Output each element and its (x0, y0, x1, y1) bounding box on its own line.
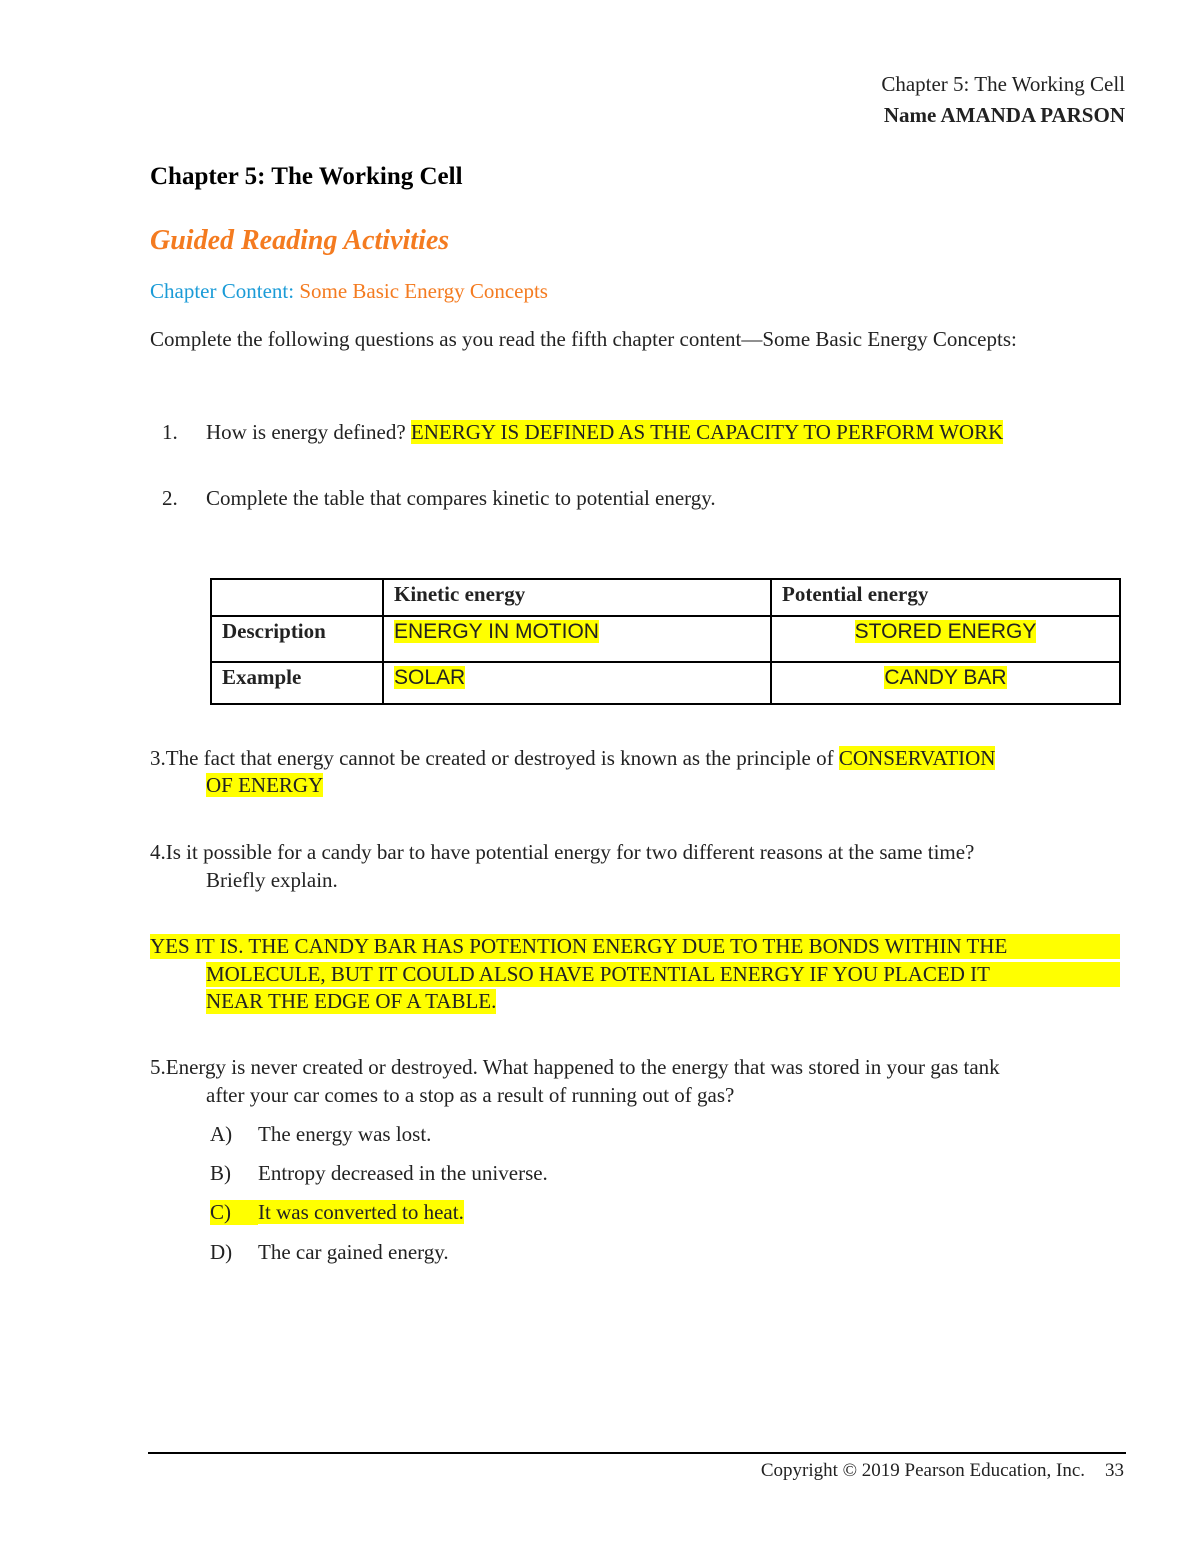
q3-line2 (206, 773, 323, 798)
name-value: AMANDA PARSON (940, 103, 1125, 127)
option-letter: D) (210, 1240, 233, 1264)
table-row (211, 662, 1120, 704)
table-row (211, 616, 1120, 662)
potential-cell: CANDY BAR (884, 666, 1007, 689)
kinetic-cell: ENERGY IN MOTION (394, 620, 599, 643)
q5-text1: 5.Energy is never created or destroyed. What happened to the energy that was stored in your gas tank (150, 1055, 1000, 1079)
chapter-content (150, 279, 548, 304)
option-a[interactable] (210, 1122, 431, 1147)
page-number: 33 (1105, 1460, 1124, 1481)
q3-text: 3.The fact that energy cannot be created or destroyed is known as the principle of (150, 746, 834, 770)
option-letter: C) (210, 1200, 258, 1225)
energy-table (210, 578, 1121, 705)
option-text: Entropy decreased in the universe. (258, 1161, 548, 1185)
table-header-potential: Potential energy (771, 579, 1120, 616)
table-header-blank (211, 579, 383, 616)
option-d[interactable] (210, 1240, 449, 1265)
page-title: Chapter 5: The Working Cell (150, 163, 463, 190)
option-c[interactable] (210, 1200, 464, 1225)
q3-line1 (150, 746, 1120, 771)
footer (761, 1460, 1124, 1482)
header-chapter: Chapter 5: The Working Cell (881, 72, 1125, 96)
option-b[interactable] (210, 1161, 548, 1186)
row-label: Example (211, 662, 383, 704)
q1-number: 1. (162, 420, 178, 444)
footer-divider (148, 1452, 1126, 1454)
q2-number: 2. (162, 486, 178, 510)
intro-text: Complete the following questions as you read the fifth chapter content—Some Basic Energy Concepts: (150, 327, 1017, 351)
option-text: It was converted to heat. (258, 1200, 464, 1224)
q5-text2: after your car comes to a stop as a result of running out of gas? (206, 1083, 735, 1107)
q4-answer3: NEAR THE EDGE OF A TABLE. (206, 989, 497, 1013)
kinetic-cell: SOLAR (394, 666, 466, 689)
q3-answer: CONSERVATION (838, 746, 996, 770)
row-label: Description (211, 616, 383, 662)
q4-answer1: YES IT IS. THE CANDY BAR HAS POTENTION ENERGY DUE TO THE BONDS WITHIN THE (150, 934, 1120, 959)
potential-cell: STORED ENERGY (854, 620, 1037, 643)
option-letter: A) (210, 1122, 233, 1146)
q2-text: Complete the table that compares kinetic to potential energy. (206, 486, 716, 510)
subtitle: Guided Reading Activities (150, 225, 450, 256)
q4-text1: 4.Is it possible for a candy bar to have potential energy for two different reasons at the same time? (150, 840, 975, 864)
q1-answer: ENERGY IS DEFINED AS THE CAPACITY TO PERFORM WORK (410, 420, 1004, 444)
q4-text2: Briefly explain. (206, 868, 338, 892)
option-text: The energy was lost. (258, 1122, 432, 1146)
table-header-kinetic: Kinetic energy (383, 579, 771, 616)
content-value: Some Basic Energy Concepts (299, 279, 548, 303)
q1-text: How is energy defined? (206, 420, 406, 444)
q3-answer-cont: OF ENERGY (206, 773, 324, 797)
q1 (206, 420, 1003, 445)
content-label: Chapter Content: (150, 279, 295, 303)
q4-answer2: MOLECULE, BUT IT COULD ALSO HAVE POTENTIAL ENERGY IF YOU PLACED IT (206, 962, 1120, 987)
header-name (884, 103, 1125, 128)
name-label: Name (883, 103, 937, 127)
option-letter: B) (210, 1161, 231, 1185)
copyright: Copyright © 2019 Pearson Education, Inc. (760, 1460, 1085, 1481)
option-text: The car gained energy. (258, 1240, 449, 1264)
